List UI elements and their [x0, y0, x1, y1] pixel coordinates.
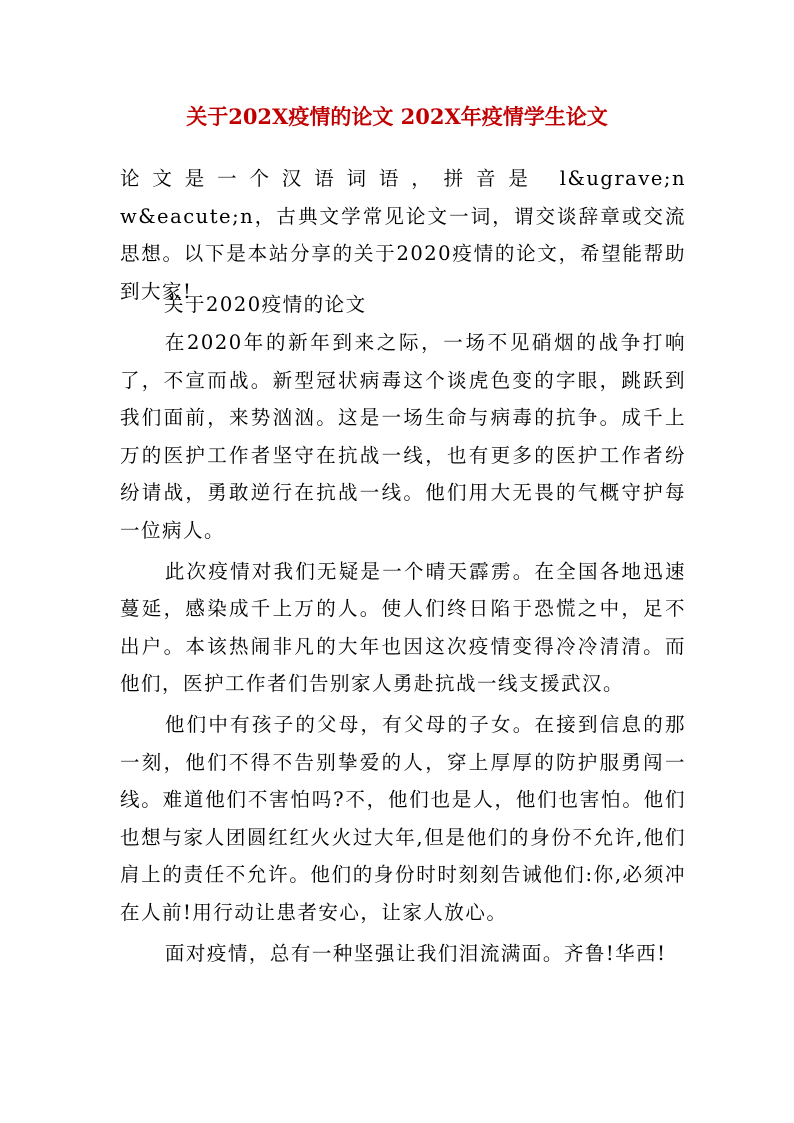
body-paragraph-3: 他们中有孩子的父母，有父母的子女。在接到信息的那一刻，他们不得不告别挚爱的人，穿上厚厚的防护服勇闯一线。难道他们不害怕吗?不，他们也是人，他们也害怕。他们也想与家人团圆红红火火过大年,但是他们的身份不允许,他们肩上的责任不允许。他们的身份时时刻刻告诫他们:你,必须冲在人前!用行动让患者安心，让家人放心。: [120, 712, 686, 924]
section-subheading: 关于2020疫情的论文: [164, 293, 367, 316]
document-title: 关于202X疫情的论文 202X年疫情学生论文: [186, 104, 608, 129]
intro-text: 论文是一个汉语词语，拼音是 l&ugrave;n w&eacute;n，古典文学常见论文一词，谓交谈辞章或交流思想。以下是本站分享的关于2020疫情的论文，希望能帮助到大家!: [120, 167, 686, 303]
body-paragraph-1: 在2020年的新年到来之际，一场不见硝烟的战争打响了，不宣而战。新型冠状病毒这个谈虎色变的字眼，跳跃到我们面前，来势汹汹。这是一场生命与病毒的抗争。成千上万的医护工作者坚守在抗战一线，也有更多的医护工作者纷纷请战，勇敢逆行在抗战一线。他们用大无畏的气概守护每一位病人。: [120, 331, 686, 542]
body-paragraph-4: 面对疫情，总有一种坚强让我们泪流满面。齐鲁!华西!: [164, 941, 667, 965]
body-paragraph-2: 此次疫情对我们无疑是一个晴天霹雳。在全国各地迅速蔓延，感染成千上万的人。使人们终日陷于恐慌之中，足不出户。本该热闹非凡的大年也因这次疫情变得冷冷清清。而他们，医护工作者们告别家人勇赴抗战一线支援武汉。: [120, 559, 686, 696]
essay-body: [120, 324, 686, 972]
